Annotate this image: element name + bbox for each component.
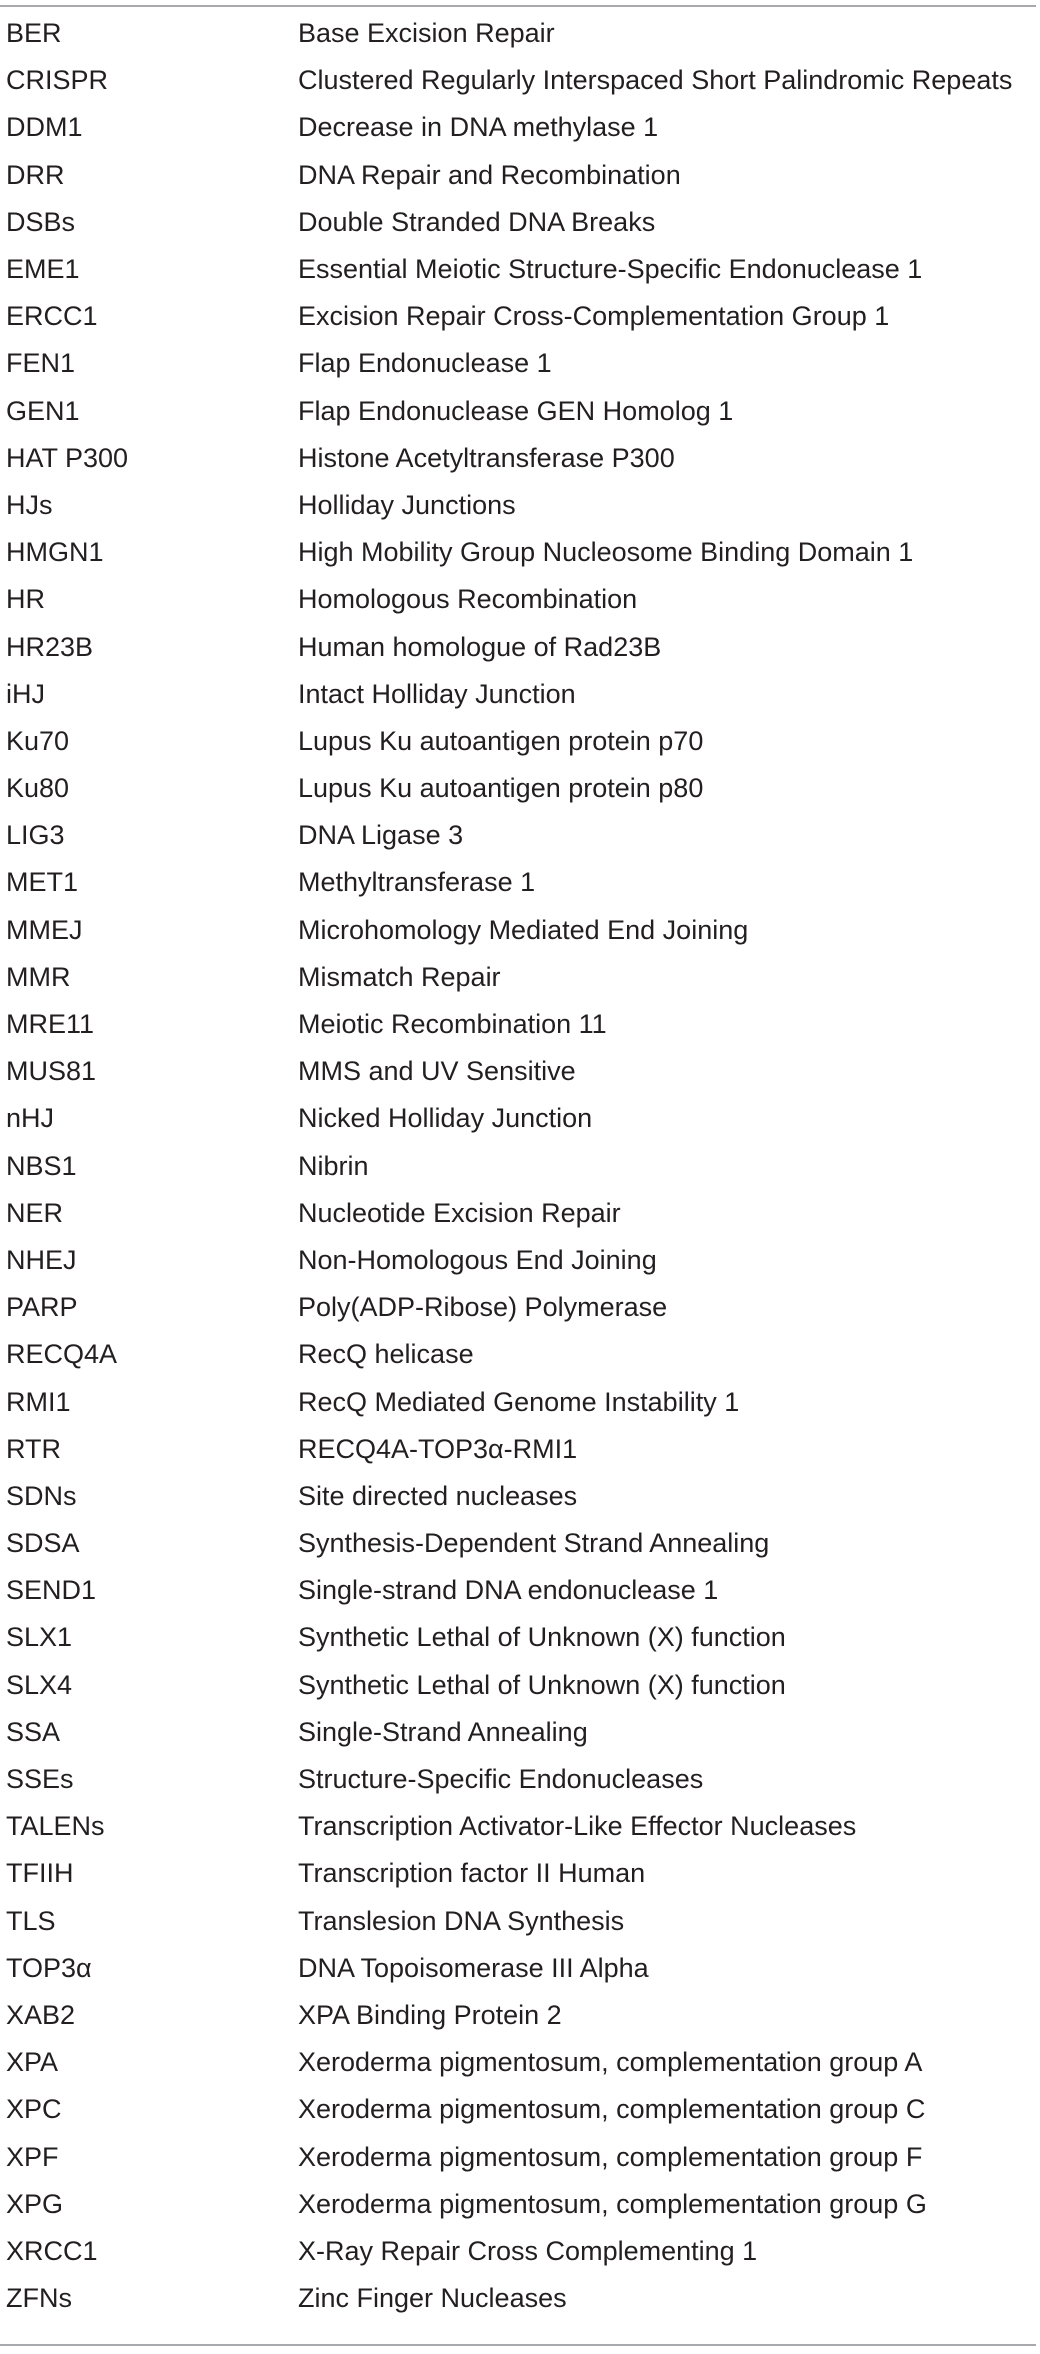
abbreviation-cell: RECQ4A <box>6 1339 118 1370</box>
abbreviation-cell: XAB2 <box>6 1999 76 2030</box>
definition-cell: Clustered Regularly Interspaced Short Palindromic Repeats <box>298 65 1013 96</box>
definition-cell: Transcription factor II Human <box>298 1858 646 1889</box>
table-row <box>0 1662 1036 1709</box>
abbreviation-cell: NHEJ <box>6 1244 77 1275</box>
table-row <box>0 57 1036 104</box>
definition-cell: Lupus Ku autoantigen protein p70 <box>298 725 704 756</box>
definition-cell: Holliday Junctions <box>298 489 516 520</box>
abbreviation-cell: iHJ <box>6 678 45 709</box>
definition-cell: Base Excision Repair <box>298 18 555 49</box>
table-top-rule <box>0 5 1036 7</box>
abbreviation-cell: HR <box>6 584 45 615</box>
definition-cell: RecQ helicase <box>298 1339 474 1370</box>
definition-cell: Nibrin <box>298 1150 369 1181</box>
table-row <box>0 1945 1036 1992</box>
abbreviation-cell: BER <box>6 18 62 49</box>
table-row <box>0 1331 1036 1378</box>
table-row <box>0 1095 1036 1142</box>
definition-cell: Single-strand DNA endonuclease 1 <box>298 1575 719 1606</box>
definition-cell: DNA Repair and Recombination <box>298 159 681 190</box>
definition-cell: Intact Holliday Junction <box>298 678 576 709</box>
table-row <box>0 2039 1036 2086</box>
table-row <box>0 623 1036 670</box>
table-row <box>0 435 1036 482</box>
table-bottom-rule <box>0 2344 1036 2346</box>
abbreviation-cell: RTR <box>6 1433 62 1464</box>
table-row <box>0 2275 1036 2322</box>
table-row <box>0 1190 1036 1237</box>
definition-cell: Zinc Finger Nucleases <box>298 2283 567 2314</box>
table-row <box>0 1001 1036 1048</box>
abbreviation-cell: SLX4 <box>6 1669 73 1700</box>
definition-cell: Decrease in DNA methylase 1 <box>298 112 659 143</box>
abbreviation-cell: nHJ <box>6 1103 55 1134</box>
definition-cell: Lupus Ku autoantigen protein p80 <box>298 773 704 804</box>
table-row <box>0 2133 1036 2180</box>
table-row <box>0 246 1036 293</box>
table-row <box>0 1473 1036 1520</box>
table-row <box>0 765 1036 812</box>
definition-cell: Excision Repair Cross-Complementation Group 1 <box>298 301 890 332</box>
abbreviation-cell: PARP <box>6 1292 78 1323</box>
definition-cell: Structure-Specific Endonucleases <box>298 1764 704 1795</box>
definition-cell: High Mobility Group Nucleosome Binding Domain 1 <box>298 537 914 568</box>
definition-cell: Xeroderma pigmentosum, complementation group F <box>298 2141 923 2172</box>
definition-cell: Non-Homologous End Joining <box>298 1244 657 1275</box>
abbreviation-cell: SLX1 <box>6 1622 73 1653</box>
abbreviation-cell: DSBs <box>6 206 76 237</box>
definition-cell: Synthesis-Dependent Strand Annealing <box>298 1528 770 1559</box>
definition-cell: Site directed nucleases <box>298 1480 578 1511</box>
table-row <box>0 576 1036 623</box>
abbreviation-cell: Ku70 <box>6 725 70 756</box>
abbreviation-cell: FEN1 <box>6 348 76 379</box>
definition-cell: Double Stranded DNA Breaks <box>298 206 656 237</box>
table-row <box>0 1237 1036 1284</box>
table-row <box>0 1048 1036 1095</box>
abbreviation-cell: EME1 <box>6 254 80 285</box>
abbreviation-cell: Ku80 <box>6 773 70 804</box>
definition-cell: Microhomology Mediated End Joining <box>298 914 749 945</box>
table-row <box>0 2086 1036 2133</box>
definition-cell: XPA Binding Protein 2 <box>298 1999 562 2030</box>
abbreviation-cell: DDM1 <box>6 112 83 143</box>
definition-cell: Xeroderma pigmentosum, complementation group A <box>298 2047 923 2078</box>
definition-cell: Nucleotide Excision Repair <box>298 1197 621 1228</box>
table-row <box>0 1426 1036 1473</box>
table-row <box>0 1378 1036 1425</box>
table-row <box>0 1803 1036 1850</box>
table-row <box>0 340 1036 387</box>
abbreviation-cell: SEND1 <box>6 1575 97 1606</box>
table-row <box>0 1143 1036 1190</box>
abbreviation-cell: DRR <box>6 159 65 190</box>
definition-cell: Human homologue of Rad23B <box>298 631 662 662</box>
abbreviation-cell: SSA <box>6 1716 61 1747</box>
definition-cell: Translesion DNA Synthesis <box>298 1905 625 1936</box>
abbreviation-cell: ZFNs <box>6 2283 72 2314</box>
definition-cell: Synthetic Lethal of Unknown (X) function <box>298 1622 786 1653</box>
table-row <box>0 2181 1036 2228</box>
abbreviation-cell: MMR <box>6 961 71 992</box>
abbreviation-cell: HR23B <box>6 631 94 662</box>
abbreviation-cell: TFIIH <box>6 1858 74 1889</box>
abbreviation-cell: ERCC1 <box>6 301 98 332</box>
table-row <box>0 152 1036 199</box>
definition-cell: Single-Strand Annealing <box>298 1716 588 1747</box>
table-row <box>0 1284 1036 1331</box>
abbreviation-cell: HAT P300 <box>6 442 129 473</box>
abbreviation-cell: MMEJ <box>6 914 83 945</box>
table-row <box>0 1992 1036 2039</box>
abbreviation-cell: SDNs <box>6 1480 77 1511</box>
table-row <box>0 388 1036 435</box>
abbreviation-cell: RMI1 <box>6 1386 71 1417</box>
table-row <box>0 1756 1036 1803</box>
table-row <box>0 529 1036 576</box>
abbreviation-cell: TLS <box>6 1905 56 1936</box>
abbreviation-cell: TOP3α <box>6 1952 92 1983</box>
table-row <box>0 1567 1036 1614</box>
abbreviation-cell: XPG <box>6 2188 64 2219</box>
definition-cell: Nicked Holliday Junction <box>298 1103 593 1134</box>
definition-cell: Poly(ADP-Ribose) Polymerase <box>298 1292 668 1323</box>
abbreviation-cell: TALENs <box>6 1811 105 1842</box>
table-row <box>0 1898 1036 1945</box>
definition-cell: Synthetic Lethal of Unknown (X) function <box>298 1669 786 1700</box>
abbreviation-cell: MUS81 <box>6 1056 97 1087</box>
definition-cell: DNA Ligase 3 <box>298 820 464 851</box>
abbreviation-cell: NER <box>6 1197 64 1228</box>
table-row <box>0 671 1036 718</box>
definition-cell: X-Ray Repair Cross Complementing 1 <box>298 2235 758 2266</box>
definition-cell: Methyltransferase 1 <box>298 867 536 898</box>
table-row <box>0 1709 1036 1756</box>
definition-cell: Flap Endonuclease GEN Homolog 1 <box>298 395 734 426</box>
abbreviation-cell: XPC <box>6 2094 62 2125</box>
definition-cell: DNA Topoisomerase III Alpha <box>298 1952 649 1983</box>
abbreviation-cell: SDSA <box>6 1528 80 1559</box>
abbreviations-list <box>0 10 1036 2322</box>
abbreviation-cell: MET1 <box>6 867 79 898</box>
abbreviation-cell: HMGN1 <box>6 537 104 568</box>
abbreviation-cell: XPA <box>6 2047 59 2078</box>
table-row <box>0 954 1036 1001</box>
table-row <box>0 812 1036 859</box>
table-row <box>0 1850 1036 1897</box>
abbreviation-cell: HJs <box>6 489 53 520</box>
abbreviation-cell: CRISPR <box>6 65 109 96</box>
definition-cell: Xeroderma pigmentosum, complementation group G <box>298 2188 927 2219</box>
abbreviation-cell: XPF <box>6 2141 59 2172</box>
table-row <box>0 293 1036 340</box>
table-row <box>0 104 1036 151</box>
table-row <box>0 199 1036 246</box>
definition-cell: Meiotic Recombination 11 <box>298 1009 607 1040</box>
table-row <box>0 1614 1036 1661</box>
definition-cell: Mismatch Repair <box>298 961 501 992</box>
definition-cell: Essential Meiotic Structure-Specific Endonuclease 1 <box>298 254 923 285</box>
definition-cell: Transcription Activator-Like Effector Nucleases <box>298 1811 857 1842</box>
abbreviation-cell: MRE11 <box>6 1009 95 1040</box>
definition-cell: Xeroderma pigmentosum, complementation group C <box>298 2094 926 2125</box>
table-row <box>0 718 1036 765</box>
table-row <box>0 907 1036 954</box>
abbreviation-cell: XRCC1 <box>6 2235 98 2266</box>
definition-cell: Flap Endonuclease 1 <box>298 348 552 379</box>
abbreviation-cell: LIG3 <box>6 820 65 851</box>
definition-cell: RECQ4A-TOP3α-RMI1 <box>298 1433 578 1464</box>
abbreviation-cell: GEN1 <box>6 395 80 426</box>
table-row <box>0 1520 1036 1567</box>
table-row <box>0 859 1036 906</box>
definition-cell: Homologous Recombination <box>298 584 638 615</box>
table-row <box>0 2228 1036 2275</box>
table-row <box>0 10 1036 57</box>
abbreviation-cell: NBS1 <box>6 1150 77 1181</box>
definition-cell: Histone Acetyltransferase P300 <box>298 442 675 473</box>
abbreviation-cell: SSEs <box>6 1764 74 1795</box>
definition-cell: MMS and UV Sensitive <box>298 1056 576 1087</box>
table-row <box>0 482 1036 529</box>
definition-cell: RecQ Mediated Genome Instability 1 <box>298 1386 740 1417</box>
